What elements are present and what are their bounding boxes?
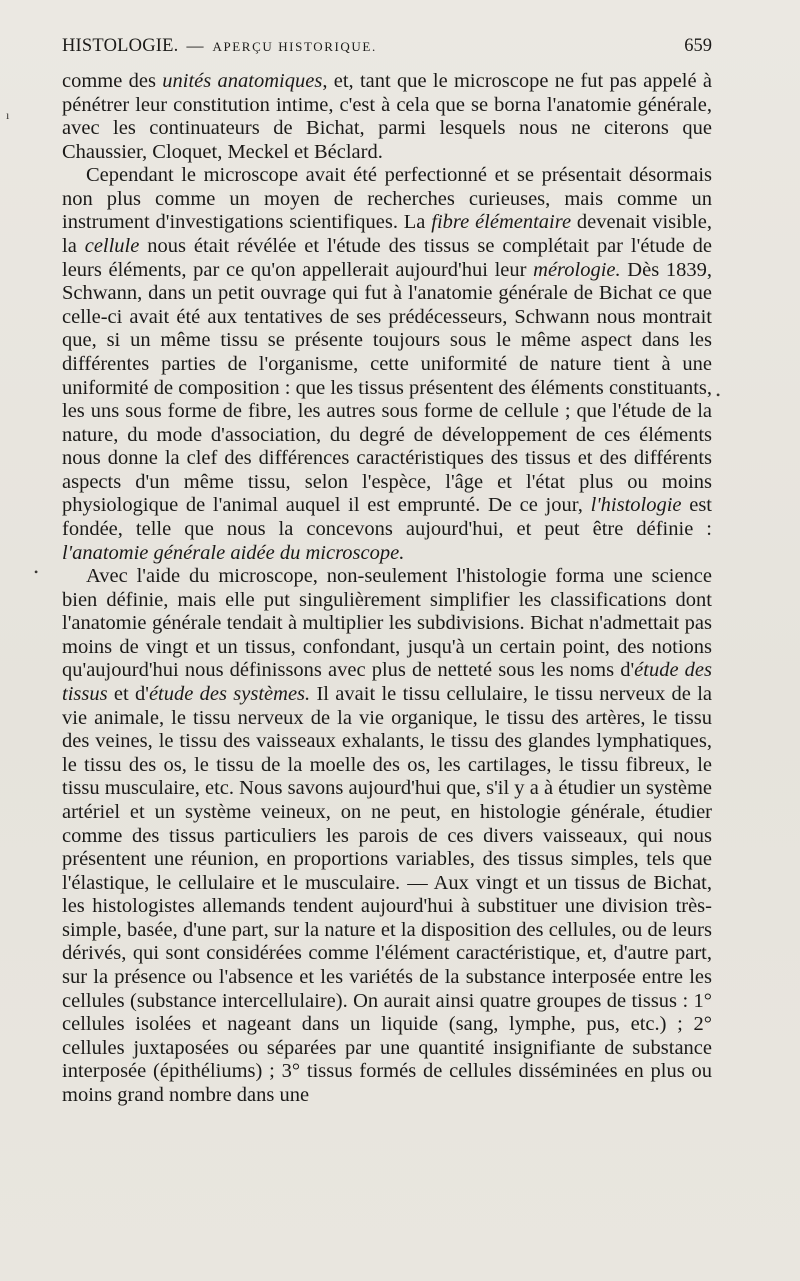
text-run: nous était révélée et l'étude des tissus se complétait par l'étude de leurs éléments, par ce qu'on appellerait aujourd'hui leur [62, 235, 712, 281]
text-run: Il avait le tissu cellulaire, le tissu nerveux de la vie animale, le tissu nerveux de la vie organique, le tissu des artères, le tissu des veines, le tissu des vaisseaux exhalants, le tissu des glandes lymphatiques, le tissu des os, le tissu de la moelle des os, les cartilages, le tissu fibreux, le tissu musculaire, etc. Nous savons aujourd'hui que, s'il y a à étudier un système artériel et un système veineux, on ne peut, en histologie générale, étudier comme des tissus particuliers les parois de ces divers vaisseaux, qui nous présentent une réunion, en proportions variables, des tissus simples, tels que l'élastique, le cellulaire et le musculaire. — Aux vingt et un tissus de Bichat, les histologistes allemands tendent aujourd'hui à substituer une division très-simple, basée, d'une part, sur la nature et la disposition des cellules, ou de leurs dérivés, qui sont considérées comme l'élément caractéristique, et, d'autre part, sur la présence ou l'absence et les variétés de la substance interposée entre les cellules (substance intercellulaire). On aurait ainsi quatre groupes de tissus : 1° cellules isolées et nageant dans un liquide (sang, lymphe, pus, etc.) ; 2° cellules juxtaposées ou séparées par une quantité insignifiante de substance interposée (épithéliums) ; 3° tissus formés de cellules disséminées en plus ou moins grand nombre dans une [62, 683, 712, 1106]
paragraph [62, 164, 712, 565]
italic-run: l'anatomie générale aidée du microscope. [62, 541, 405, 564]
italic-run: fibre élémentaire [431, 211, 572, 234]
text-run: Cependant le microscope avait été perfectionné et se présentait désormais non plus comme un moyen de recherches curieuses, mais comme un instrument d'investigations scientifiques. La [62, 164, 712, 234]
text-run: devenait visible, la [62, 211, 712, 258]
paragraph [62, 70, 712, 164]
header-dash: — [186, 36, 204, 55]
italic-run: mérologie. [533, 258, 621, 281]
body-text [62, 70, 712, 1107]
running-title [62, 36, 377, 57]
italic-run: l'histologie [590, 494, 682, 517]
running-header [62, 36, 712, 60]
italic-run: unités anatomiques [162, 70, 323, 92]
margin-mark: ı [6, 108, 10, 122]
text-run: est fondée, telle que nous la concevons aujourd'hui, et peut être définie : [62, 494, 712, 540]
text-run: Dès 1839, Schwann, dans un petit ouvrage qui fut à l'anatomie générale de Bichat ce que celle-ci avait été aux tentatives de ses prédécesseurs, Schwann nous montrait que, si un même tissu se présente toujours sous le même aspect dans les différentes parties de l'organisme, cette uniformité de nature tient à une uniformité de composition : que les tissus présentent des éléments constituants, les uns sous forme de fibre, les autres sous forme de cellule ; que l'étude de la nature, du mode d'association, du degré de développement de ces éléments nous donne la clef des différences caractéristiques des tissus et des différents aspects d'un même tissu, selon l'espèce, l'âge et l'état plus ou moins physiologique de l'animal auquel il est emprunté. De ce jour, [62, 258, 712, 517]
page-number: 659 [684, 36, 712, 56]
italic-run: cellule [84, 235, 140, 258]
margin-mark: • [716, 388, 721, 402]
header-subtitle: APERÇU HISTORIQUE. [212, 39, 377, 54]
paragraph [62, 565, 712, 1107]
italic-run: étude des tissus [62, 659, 712, 706]
text-run: , et, tant que le microscope ne fut pas appelé à pénétrer leur constitution intime, c'est à cela que se borna l'anatomie générale, avec les continuateurs de Bichat, parmi lesquels nous ne citerons que Chaussier, Cloquet, Meckel et Béclard. [62, 70, 712, 163]
text-run: et d' [107, 683, 149, 706]
text-run: Avec l'aide du microscope, non-seulement l'histologie forma une science bien définie, mais elle put singulièrement simplifier les classifications dont l'anatomie générale tendait à multiplier les subdivisions. Bichat n'admettait pas moins de vingt et un tissus, confondant, jusqu'à un certain point, des notions qu'aujourd'hui nous définissons avec plus de netteté sous les noms d' [62, 565, 712, 682]
header-title: HISTOLOGIE. [62, 36, 179, 56]
text-run: comme des [62, 70, 163, 92]
margin-mark: • [34, 565, 39, 579]
italic-run: étude des systèmes. [148, 683, 311, 706]
